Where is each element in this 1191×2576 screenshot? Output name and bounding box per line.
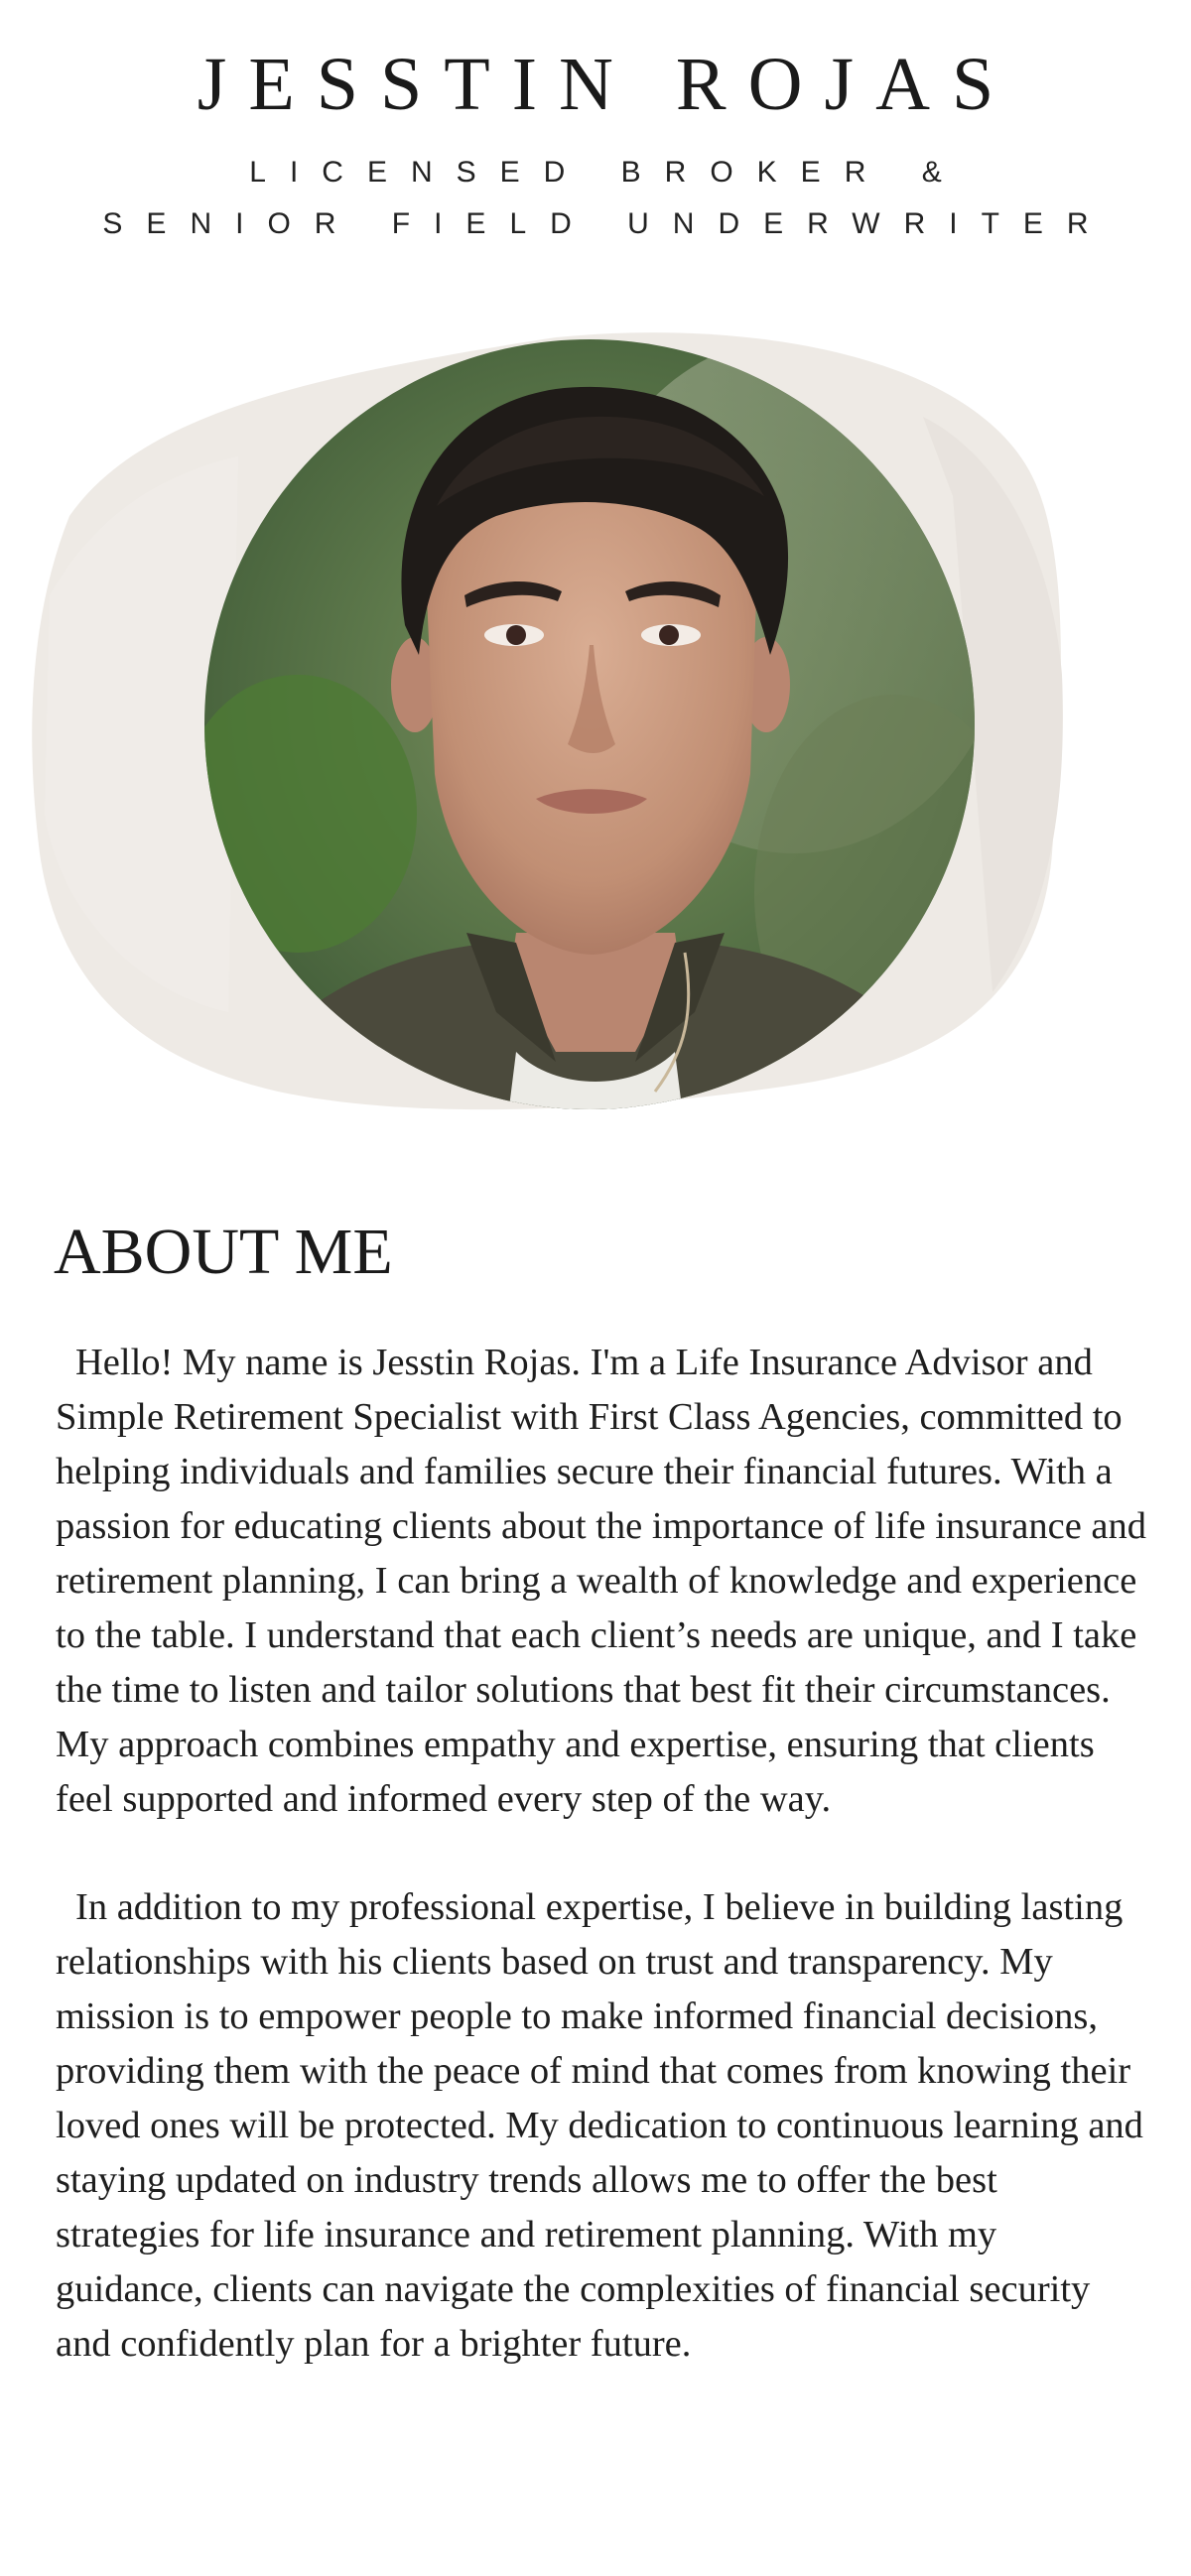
agent-title-line-2: SENIOR FIELD UNDERWRITER xyxy=(102,207,1113,240)
agent-title xyxy=(0,147,1191,250)
profile-photo-section xyxy=(0,298,1191,1151)
agent-name: JESSTIN ROJAS xyxy=(197,43,1016,126)
page-header xyxy=(0,40,1191,250)
about-paragraph-1: Hello! My name is Jesstin Rojas. I'm a Life Insurance Advisor and Simple Retirement Specialist with First Class Agencies, committed to helping individuals and families secure their financial futures. With a passion for educating clients about the importance of life insurance and retirement planning, I can bring a wealth of knowledge and experience to the table. I understand that each client’s needs are unique, and I take the time to listen and tailor solutions that best fit their circumstances. My approach combines empathy and expertise, ensuring that clients feel supported and informed every step of the way. xyxy=(56,1342,1147,1820)
about-paragraph-2: In addition to my professional expertise, I believe in building lasting relationships with his clients based on trust and transparency. My mission is to empower people to make informed financial decisions, providing them with the peace of mind that comes from knowing their loved ones will be protected. My dedication to continuous learning and staying updated on industry trends allows me to offer the best strategies for life insurance and retirement planning. With my guidance, clients can navigate the complexities of financial security and confidently plan for a brighter future. xyxy=(56,1886,1143,2365)
profile-photo xyxy=(0,298,1191,1151)
about-body xyxy=(56,1336,1147,2425)
agent-title-line-1: LICENSED BROKER & xyxy=(249,156,966,189)
about-heading: ABOUT ME xyxy=(54,1216,393,1288)
